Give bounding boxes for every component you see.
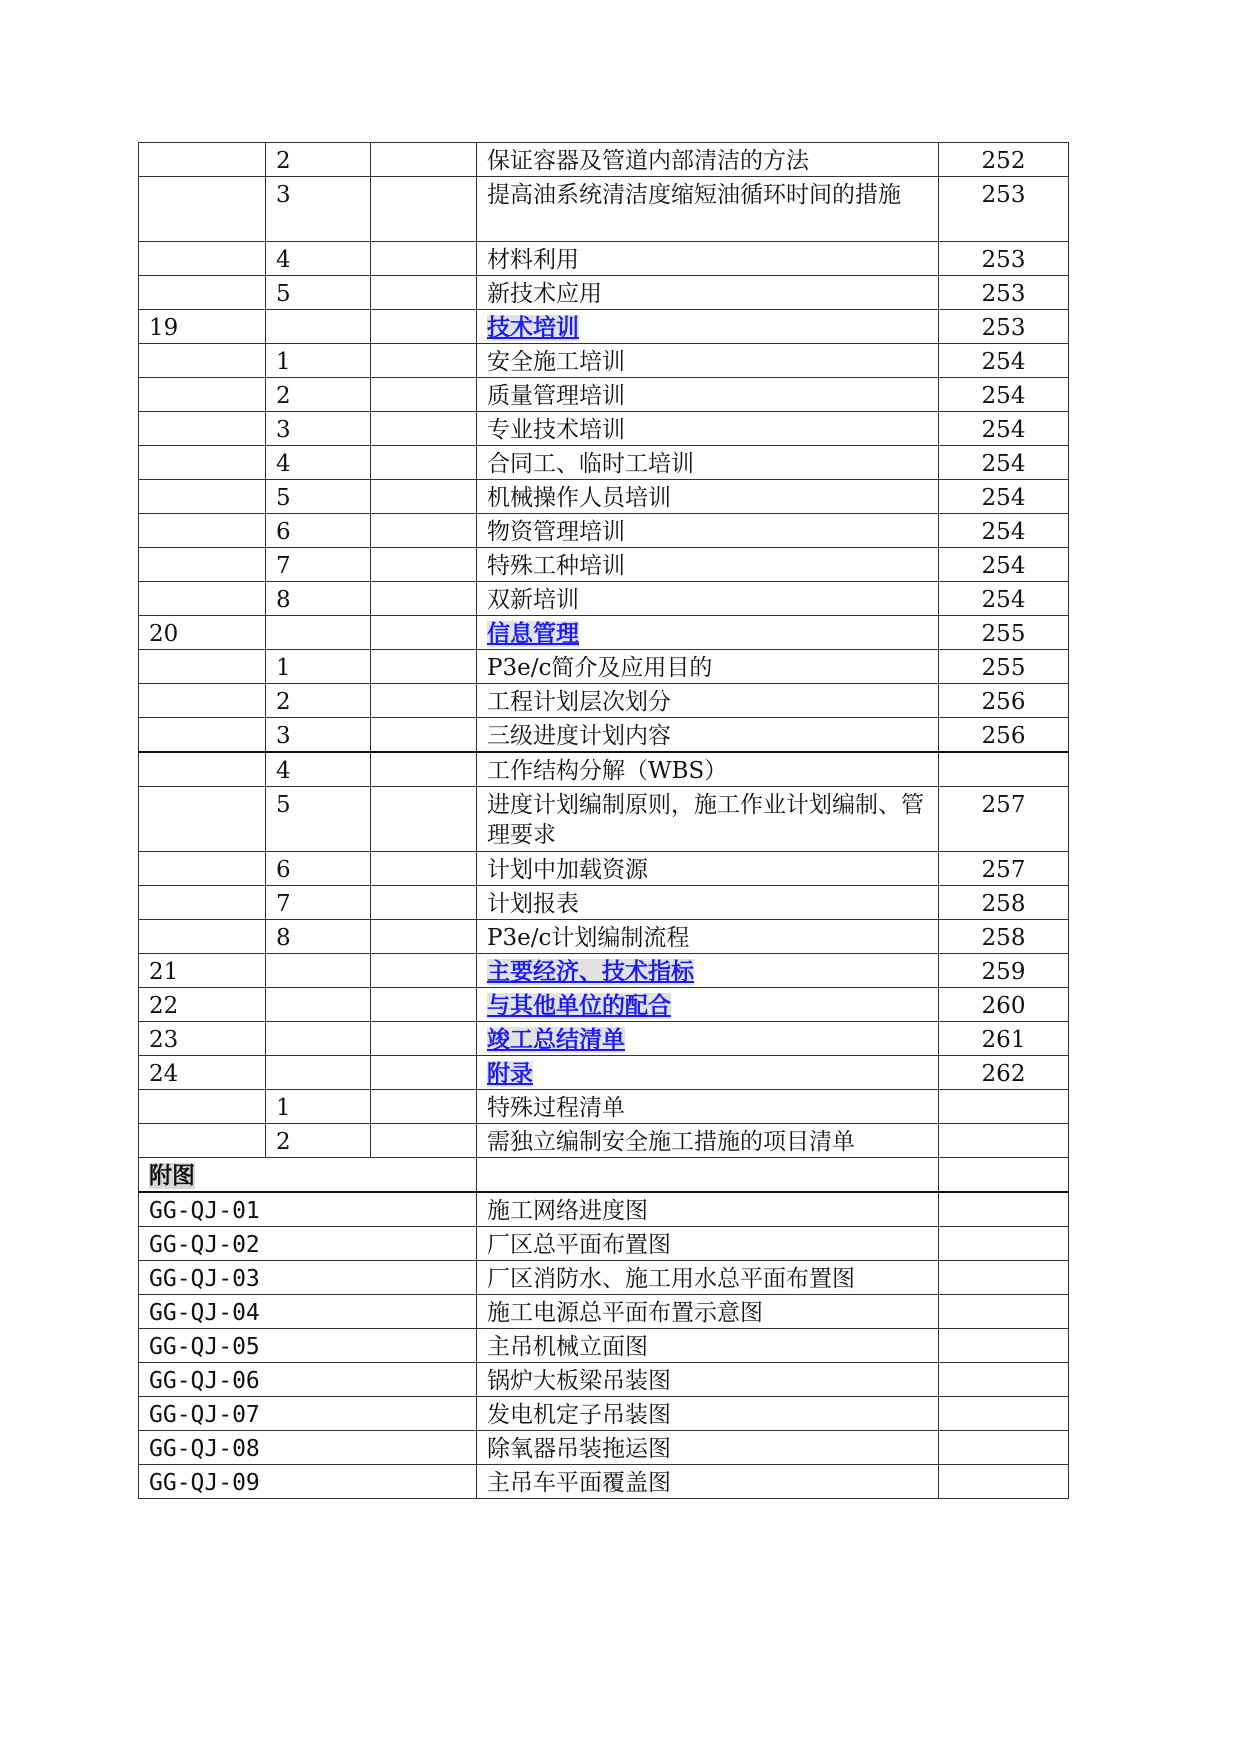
- page-number: [939, 1363, 1069, 1397]
- section-title: P3e/c简介及应用目的: [477, 650, 939, 684]
- page-number: [939, 1090, 1069, 1124]
- section-number: 1: [266, 344, 371, 378]
- page-number: [939, 1329, 1069, 1363]
- drawing-code: GG-QJ-07: [139, 1397, 477, 1431]
- toc-row: [139, 548, 1069, 582]
- section-title: 物资管理培训: [477, 514, 939, 548]
- toc-row: [139, 514, 1069, 548]
- drawing-title: 施工电源总平面布置示意图: [477, 1295, 939, 1329]
- page-number: 256: [939, 684, 1069, 718]
- section-title: 合同工、临时工培训: [477, 446, 939, 480]
- section-number: 4: [266, 242, 371, 276]
- page-number: 254: [939, 514, 1069, 548]
- toc-row: [139, 787, 1069, 852]
- section-number: 4: [266, 446, 371, 480]
- page-number: [939, 1397, 1069, 1431]
- toc-row: [139, 616, 1069, 650]
- section-number: [266, 310, 371, 344]
- spacer-cell: [371, 954, 477, 988]
- page-number: 254: [939, 480, 1069, 514]
- page-number: 252: [939, 143, 1069, 177]
- section-number: [266, 988, 371, 1022]
- section-number: 7: [266, 548, 371, 582]
- spacer-cell: [371, 718, 477, 753]
- page-number: [939, 1124, 1069, 1158]
- drawing-title: 除氧器吊装拖运图: [477, 1431, 939, 1465]
- spacer-cell: [371, 446, 477, 480]
- section-number: 4: [266, 752, 371, 787]
- section-number: 6: [266, 852, 371, 886]
- page-number: [939, 1465, 1069, 1499]
- chapter-number: [139, 920, 266, 954]
- section-title: 计划中加载资源: [477, 852, 939, 886]
- drawing-row: [139, 1227, 1069, 1261]
- section-title: 机械操作人员培训: [477, 480, 939, 514]
- toc-row: [139, 920, 1069, 954]
- spacer-cell: [371, 514, 477, 548]
- drawing-title: 厂区消防水、施工用水总平面布置图: [477, 1261, 939, 1295]
- spacer-cell: [371, 143, 477, 177]
- section-number: 1: [266, 1090, 371, 1124]
- spacer-cell: [371, 1022, 477, 1056]
- section-number: 7: [266, 886, 371, 920]
- chapter-link[interactable]: 与其他单位的配合: [487, 993, 671, 1019]
- section-title: 特殊工种培训: [477, 548, 939, 582]
- chapter-number: 22: [139, 988, 266, 1022]
- toc-row: [139, 1124, 1069, 1158]
- toc-row: [139, 378, 1069, 412]
- chapter-number: [139, 446, 266, 480]
- drawing-row: [139, 1261, 1069, 1295]
- chapter-number: [139, 412, 266, 446]
- page-number: [939, 752, 1069, 787]
- chapter-number: 23: [139, 1022, 266, 1056]
- section-number: 3: [266, 412, 371, 446]
- section-title: 工作结构分解（WBS）: [477, 752, 939, 787]
- drawing-title: 主吊车平面覆盖图: [477, 1465, 939, 1499]
- section-title[interactable]: [477, 988, 939, 1022]
- drawing-code: GG-QJ-08: [139, 1431, 477, 1465]
- page-number: [939, 1227, 1069, 1261]
- chapter-link[interactable]: 竣工总结清单: [487, 1027, 625, 1053]
- drawing-row: [139, 1397, 1069, 1431]
- toc-row: [139, 446, 1069, 480]
- section-number: 2: [266, 684, 371, 718]
- spacer-cell: [371, 752, 477, 787]
- spacer-cell: [371, 276, 477, 310]
- chapter-number: [139, 787, 266, 852]
- drawing-row: [139, 1295, 1069, 1329]
- spacer-cell: [371, 616, 477, 650]
- spacer-cell: [371, 310, 477, 344]
- toc-row: [139, 143, 1069, 177]
- section-title: 安全施工培训: [477, 344, 939, 378]
- section-title[interactable]: [477, 616, 939, 650]
- spacer-cell: [371, 242, 477, 276]
- chapter-number: [139, 378, 266, 412]
- chapter-number: [139, 650, 266, 684]
- section-title: 提高油系统清洁度缩短油循环时间的措施: [477, 177, 939, 242]
- chapter-number: [139, 718, 266, 753]
- section-number: 3: [266, 177, 371, 242]
- chapter-number: [139, 684, 266, 718]
- section-title: 三级进度计划内容: [477, 718, 939, 753]
- page-number: 258: [939, 886, 1069, 920]
- section-number: [266, 616, 371, 650]
- drawing-code: GG-QJ-02: [139, 1227, 477, 1261]
- section-number: 5: [266, 480, 371, 514]
- toc-row: [139, 852, 1069, 886]
- section-title: 新技术应用: [477, 276, 939, 310]
- toc-row: [139, 684, 1069, 718]
- drawing-title: 厂区总平面布置图: [477, 1227, 939, 1261]
- appendix-header-row: [139, 1158, 1069, 1193]
- chapter-number: [139, 276, 266, 310]
- section-number: [266, 1022, 371, 1056]
- chapter-number: 20: [139, 616, 266, 650]
- chapter-number: 21: [139, 954, 266, 988]
- page-number: 254: [939, 412, 1069, 446]
- chapter-number: [139, 1124, 266, 1158]
- spacer-cell: [371, 582, 477, 616]
- drawing-code: GG-QJ-04: [139, 1295, 477, 1329]
- spacer-cell: [371, 684, 477, 718]
- toc-row: [139, 718, 1069, 753]
- drawing-code: GG-QJ-01: [139, 1192, 477, 1227]
- page-number: 256: [939, 718, 1069, 753]
- chapter-number: 24: [139, 1056, 266, 1090]
- page-number: 261: [939, 1022, 1069, 1056]
- drawing-row: [139, 1431, 1069, 1465]
- toc-row: [139, 988, 1069, 1022]
- section-title: P3e/c计划编制流程: [477, 920, 939, 954]
- section-title[interactable]: [477, 954, 939, 988]
- drawing-row: [139, 1465, 1069, 1499]
- spacer-cell: [371, 412, 477, 446]
- chapter-number: [139, 582, 266, 616]
- spacer-cell: [371, 344, 477, 378]
- section-title[interactable]: [477, 310, 939, 344]
- section-number: 6: [266, 514, 371, 548]
- section-number: 1: [266, 650, 371, 684]
- section-number: [266, 954, 371, 988]
- spacer-cell: [371, 480, 477, 514]
- toc-row: [139, 886, 1069, 920]
- page-number: 258: [939, 920, 1069, 954]
- page-number: 254: [939, 548, 1069, 582]
- spacer-cell: [371, 988, 477, 1022]
- page-number: [939, 1192, 1069, 1227]
- spacer-cell: [371, 650, 477, 684]
- chapter-number: [139, 1090, 266, 1124]
- drawing-code: GG-QJ-03: [139, 1261, 477, 1295]
- spacer-cell: [371, 852, 477, 886]
- drawing-title: 施工网络进度图: [477, 1192, 939, 1227]
- drawing-title: 主吊机械立面图: [477, 1329, 939, 1363]
- section-number: 3: [266, 718, 371, 753]
- section-title: 进度计划编制原则，施工作业计划编制、管理要求: [477, 787, 939, 852]
- section-number: [266, 1056, 371, 1090]
- toc-row: [139, 480, 1069, 514]
- spacer-cell: [371, 1124, 477, 1158]
- chapter-link[interactable]: 附录: [487, 1061, 533, 1087]
- toc-row: [139, 954, 1069, 988]
- page-number: 257: [939, 852, 1069, 886]
- chapter-number: [139, 886, 266, 920]
- page-number: 253: [939, 177, 1069, 242]
- spacer-cell: [371, 920, 477, 954]
- page-number: 259: [939, 954, 1069, 988]
- section-number: 2: [266, 1124, 371, 1158]
- drawing-row: [139, 1192, 1069, 1227]
- chapter-number: [139, 852, 266, 886]
- appendix-header: [139, 1158, 477, 1193]
- section-title: 需独立编制安全施工措施的项目清单: [477, 1124, 939, 1158]
- page-number: 253: [939, 276, 1069, 310]
- drawing-row: [139, 1363, 1069, 1397]
- spacer-cell: [371, 548, 477, 582]
- page-number: [939, 1431, 1069, 1465]
- chapter-number: [139, 480, 266, 514]
- chapter-number: [139, 143, 266, 177]
- section-title: 双新培训: [477, 582, 939, 616]
- spacer-cell: [477, 1158, 939, 1193]
- drawing-code: GG-QJ-06: [139, 1363, 477, 1397]
- page-number: 254: [939, 582, 1069, 616]
- page-number: 253: [939, 310, 1069, 344]
- spacer-cell: [371, 1090, 477, 1124]
- toc-table: [138, 142, 1069, 1499]
- page-number: [939, 1295, 1069, 1329]
- page-number: [939, 1261, 1069, 1295]
- section-title: 材料利用: [477, 242, 939, 276]
- toc-row: [139, 276, 1069, 310]
- section-title: 计划报表: [477, 886, 939, 920]
- spacer-cell: [371, 177, 477, 242]
- section-number: 2: [266, 143, 371, 177]
- section-title: 保证容器及管道内部清洁的方法: [477, 143, 939, 177]
- page-number: 262: [939, 1056, 1069, 1090]
- chapter-number: [139, 177, 266, 242]
- page-number: 255: [939, 616, 1069, 650]
- page-number: 254: [939, 344, 1069, 378]
- spacer-cell: [939, 1158, 1069, 1193]
- toc-row: [139, 1022, 1069, 1056]
- toc-row: [139, 310, 1069, 344]
- appendix-label: 附图: [149, 1163, 195, 1189]
- section-title[interactable]: [477, 1056, 939, 1090]
- toc-row: [139, 1090, 1069, 1124]
- section-title: 特殊过程清单: [477, 1090, 939, 1124]
- section-title: 专业技术培训: [477, 412, 939, 446]
- section-number: 8: [266, 582, 371, 616]
- spacer-cell: [371, 1056, 477, 1090]
- chapter-link[interactable]: 技术培训: [487, 315, 579, 341]
- drawing-code: GG-QJ-09: [139, 1465, 477, 1499]
- page-number: 253: [939, 242, 1069, 276]
- drawing-code: GG-QJ-05: [139, 1329, 477, 1363]
- page-number: 260: [939, 988, 1069, 1022]
- toc-row: [139, 752, 1069, 787]
- toc-row: [139, 582, 1069, 616]
- section-number: 8: [266, 920, 371, 954]
- page-number: 257: [939, 787, 1069, 852]
- chapter-number: [139, 242, 266, 276]
- section-title: 质量管理培训: [477, 378, 939, 412]
- spacer-cell: [371, 886, 477, 920]
- toc-row: [139, 1056, 1069, 1090]
- section-title: 工程计划层次划分: [477, 684, 939, 718]
- section-number: 5: [266, 787, 371, 852]
- drawing-row: [139, 1329, 1069, 1363]
- toc-row: [139, 177, 1069, 242]
- toc-row: [139, 242, 1069, 276]
- chapter-number: [139, 514, 266, 548]
- toc-row: [139, 412, 1069, 446]
- chapter-number: [139, 752, 266, 787]
- toc-row: [139, 344, 1069, 378]
- spacer-cell: [371, 787, 477, 852]
- section-title[interactable]: [477, 1022, 939, 1056]
- drawing-title: 锅炉大板梁吊装图: [477, 1363, 939, 1397]
- chapter-number: 19: [139, 310, 266, 344]
- chapter-number: [139, 548, 266, 582]
- page-number: 255: [939, 650, 1069, 684]
- section-number: 2: [266, 378, 371, 412]
- spacer-cell: [371, 378, 477, 412]
- chapter-link[interactable]: 信息管理: [487, 621, 579, 647]
- chapter-number: [139, 344, 266, 378]
- page-number: 254: [939, 378, 1069, 412]
- chapter-link[interactable]: 主要经济、技术指标: [487, 959, 694, 985]
- page-number: 254: [939, 446, 1069, 480]
- drawing-title: 发电机定子吊装图: [477, 1397, 939, 1431]
- section-number: 5: [266, 276, 371, 310]
- toc-row: [139, 650, 1069, 684]
